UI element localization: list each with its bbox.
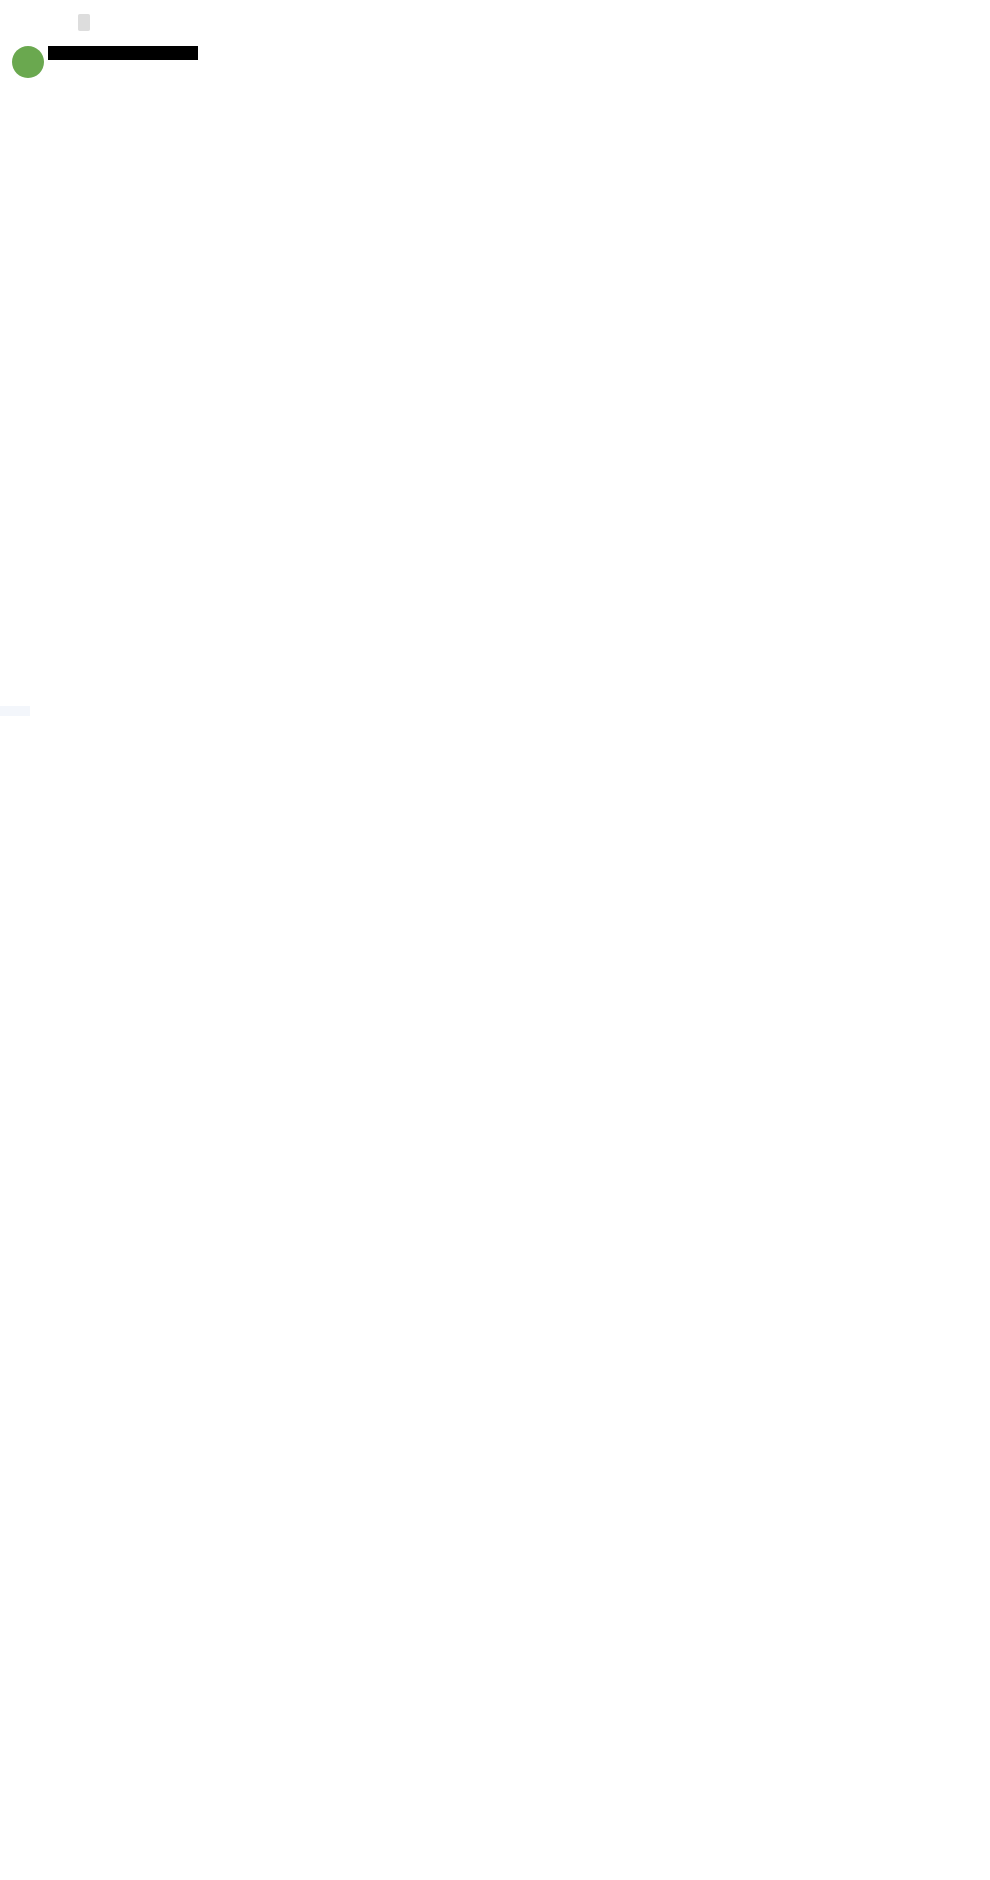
inbox-label-chip[interactable]	[78, 14, 90, 31]
sender-avatar	[12, 46, 44, 78]
side-highlight	[0, 706, 30, 716]
sender-name-redacted	[48, 46, 198, 60]
email-subject	[64, 8, 984, 34]
recipient-dropdown[interactable]	[54, 63, 58, 76]
